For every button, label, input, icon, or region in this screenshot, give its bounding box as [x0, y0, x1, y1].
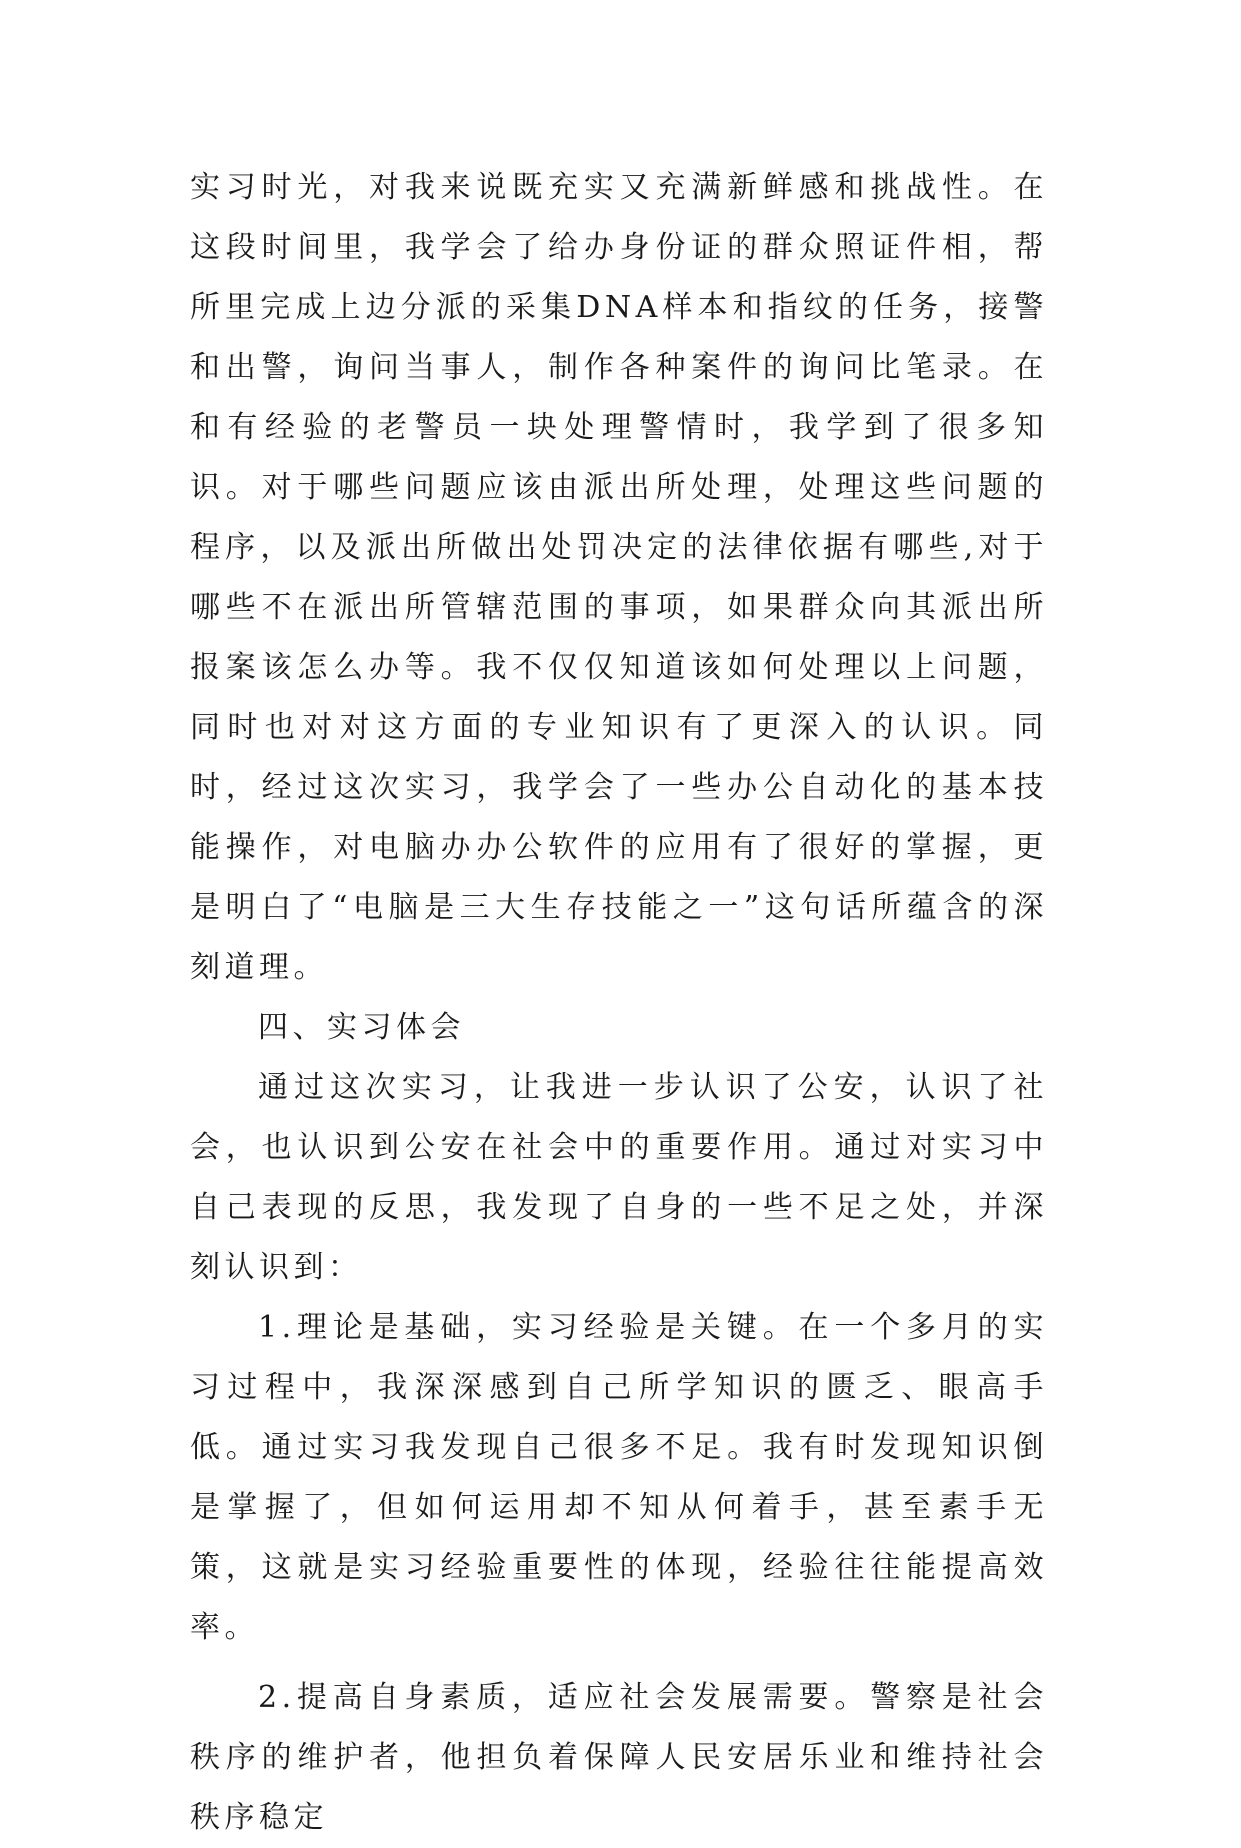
document-body: [190, 158, 1048, 1848]
paragraph-reflection-intro: 通过这次实习，让我进一步认识了公安，认识了社会，也认识到公安在社会中的重要作用。通过对实习中自己表现的反思，我发现了自身的一些不足之处，并深刻认识到：: [190, 1070, 1048, 1285]
section-heading-internship-reflection: 四、实习体会: [258, 1010, 465, 1045]
paragraph-point-2: 2.提高自身素质，适应社会发展需要。警察是社会秩序的维护者，他担负着保障人民安居乐业和维持社会秩序稳定: [190, 1680, 1048, 1835]
paragraph-internship-experience: 实习时光，对我来说既充实又充满新鲜感和挑战性。在这段时间里，我学会了给办身份证的群众照证件相，帮所里完成上边分派的采集DNA样本和指纹的任务，接警和出警，询问当事人，制作各种案件的询问比笔录。在和有经验的老警员一块处理警情时，我学到了很多知识。对于哪些问题应该由派出所处理，处理这些问题的程序，以及派出所做出处罚决定的法律依据有哪些,对于哪些不在派出所管辖范围的事项，如果群众向其派出所报案该怎么办等。我不仅仅知道该如何处理以上问题，同时也对对这方面的专业知识有了更深入的认识。同时，经过这次实习，我学会了一些办公自动化的基本技能操作，对电脑办办公软件的应用有了很好的掌握，更是明白了“电脑是三大生存技能之一”这句话所蕴含的深刻道理。: [190, 170, 1048, 985]
paragraph-point-1: 1.理论是基础，实习经验是关键。在一个多月的实习过程中，我深深感到自己所学知识的匮乏、眼高手低。通过实习我发现自己很多不足。我有时发现知识倒是掌握了，但如何运用却不知从何着手，甚至素手无策，这就是实习经验重要性的体现，经验往往能提高效率。: [190, 1310, 1048, 1645]
